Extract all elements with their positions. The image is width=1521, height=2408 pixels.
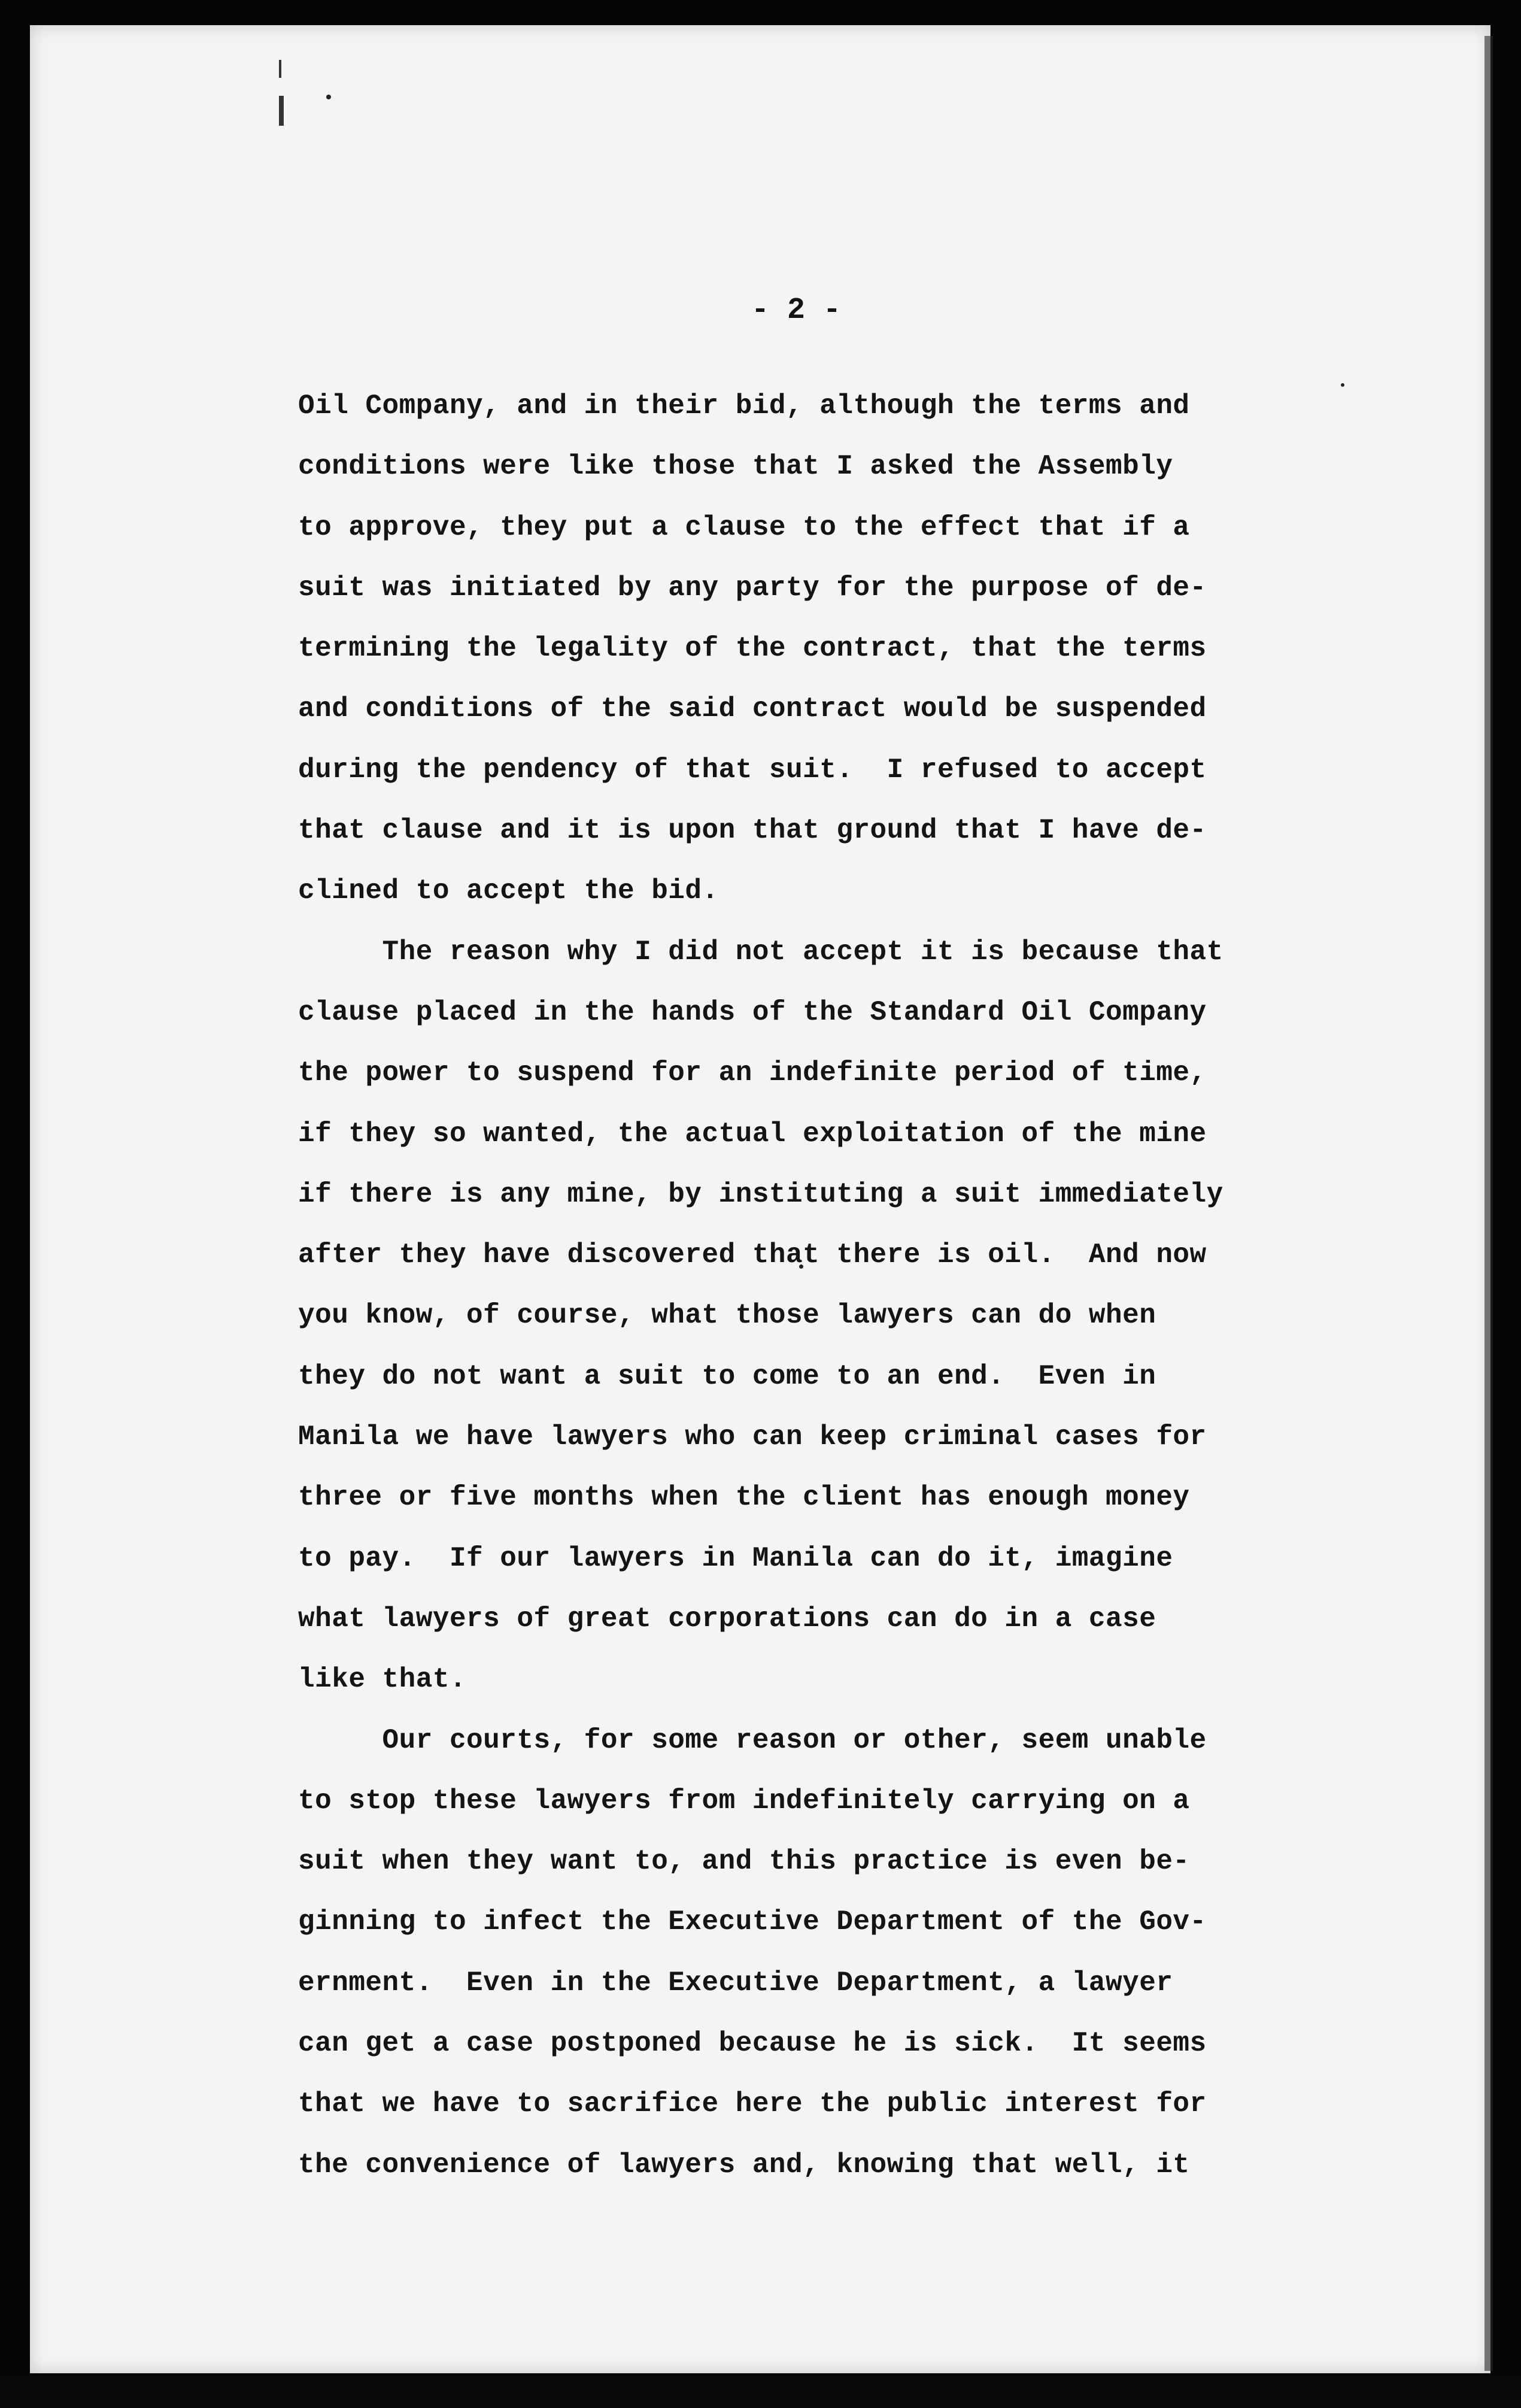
text-line: what lawyers of great corporations can do in a case — [298, 1603, 1156, 1634]
scan-speck — [279, 60, 281, 78]
scan-bottom-border — [0, 2376, 1521, 2408]
text-line: that we have to sacrifice here the public interest for — [298, 2088, 1207, 2120]
scan-speck — [326, 95, 331, 99]
text-line: three or five months when the client has enough money — [298, 1482, 1190, 1514]
text-line: ginning to infect the Executive Department of the Gov- — [298, 1906, 1207, 1938]
text-line: to stop these lawyers from indefinitely carrying on a — [298, 1785, 1190, 1816]
text-line: ernment. Even in the Executive Department, a lawyer — [298, 1967, 1173, 1998]
scan-speck — [1341, 383, 1344, 387]
text-line: the convenience of lawyers and, knowing that well, it — [298, 2149, 1190, 2180]
text-line: clause placed in the hands of the Standard Oil Company — [298, 996, 1207, 1028]
text-line: they do not want a suit to come to an end. Even in — [298, 1360, 1156, 1392]
text-line: if there is any mine, by instituting a suit immediately — [298, 1178, 1224, 1210]
text-line: like that. — [298, 1664, 467, 1696]
text-line: and conditions of the said contract would be suspended — [298, 693, 1207, 725]
text-line: Manila we have lawyers who can keep criminal cases for — [298, 1421, 1207, 1453]
text-line: termining the legality of the contract, that the terms — [298, 633, 1207, 665]
text-line: suit when they want to, and this practice is even be- — [298, 1846, 1190, 1878]
text-line: during the pendency of that suit. I refused to accept — [298, 754, 1207, 786]
text-line: you know, of course, what those lawyers can do when — [298, 1300, 1156, 1332]
text-line: suit was initiated by any party for the purpose of de- — [298, 572, 1207, 603]
text-line: to approve, they put a clause to the effect that if a — [298, 511, 1190, 543]
text-line: after they have discovered that there is oil. And now — [298, 1239, 1207, 1271]
text-line: clined to accept the bid. — [298, 875, 719, 907]
text-line: The reason why I did not accept it is because that — [298, 936, 1224, 968]
scan-speck — [279, 96, 284, 126]
text-line: if they so wanted, the actual exploitation of the mine — [298, 1118, 1207, 1150]
text-line: the power to suspend for an indefinite period of time, — [298, 1057, 1207, 1089]
text-line: to pay. If our lawyers in Manila can do it, imagine — [298, 1542, 1173, 1574]
text-line: that clause and it is upon that ground that I have de- — [298, 815, 1207, 847]
text-line: Our courts, for some reason or other, seem unable — [298, 1724, 1207, 1756]
text-line: conditions were like those that I asked the Assembly — [298, 451, 1173, 483]
text-line: Oil Company, and in their bid, although the terms and — [298, 390, 1190, 421]
body-text — [298, 376, 1316, 2195]
page-edge-shadow — [1484, 36, 1493, 2371]
text-line: can get a case postponed because he is sick. It seems — [298, 2028, 1207, 2060]
page-number: - 2 - — [751, 293, 842, 327]
